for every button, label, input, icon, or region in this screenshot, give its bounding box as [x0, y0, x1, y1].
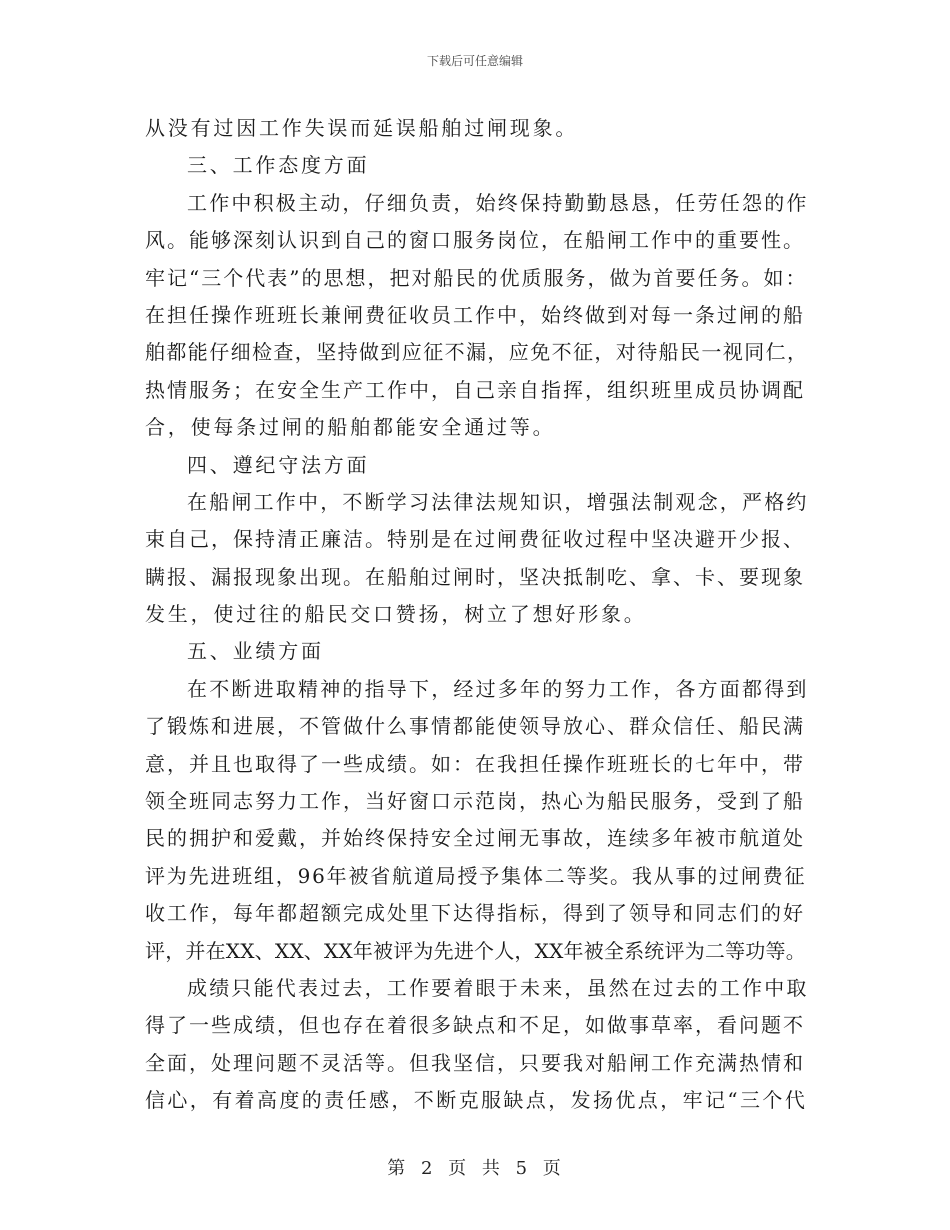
page-header: 下载后可任意编辑	[426, 54, 523, 68]
text-line: 评为先进班组，96年被省航道局授予集体二等奖。我从事的过闸费征	[145, 863, 807, 888]
text-line: 评，并在XX、XX、XX年被评为先进个人，XX年被全系统评为二等功等。	[145, 938, 806, 963]
text-line: 了锻炼和进展，不管做什么事情都能使领导放心、群众信任、船民满	[145, 714, 805, 739]
text-line: 在担任操作班班长兼闸费征收员工作中，始终做到对每一条过闸的船	[145, 302, 805, 327]
text-line: 束自己，保持清正廉洁。特别是在过闸费征收过程中坚决避开少报、	[145, 527, 805, 552]
text-line: 牢记“三个代表”的思想，把对船民的优质服务，做为首要任务。如：	[145, 265, 808, 290]
text-line: 在船闸工作中，不断学习法律法规知识，增强法制观念，严格约	[187, 489, 809, 514]
text-line: 民的拥护和爱戴，并始终保持安全过闸无事故，连续多年被市航道处	[145, 826, 805, 851]
document-body	[145, 110, 810, 1120]
text-line: 发生，使过往的船民交口赞扬，树立了想好形象。	[145, 602, 647, 627]
text-line: 意，并且也取得了一些成绩。如：在我担任操作班班长的七年中，带	[145, 751, 805, 776]
text-line: 三、工作态度方面	[187, 153, 370, 178]
text-line: 领全班同志努力工作，当好窗口示范岗，热心为船民服务，受到了船	[145, 789, 805, 814]
text-line: 工作中积极主动，仔细负责，始终保持勤勤恳恳，任劳任怨的作	[187, 190, 809, 215]
text-line: 五、业绩方面	[187, 639, 324, 664]
text-line: 收工作，每年都超额完成处里下达得指标，得到了领导和同志们的好	[145, 901, 805, 926]
text-line: 四、遵纪守法方面	[187, 452, 370, 477]
text-line: 合，使每条过闸的船舶都能安全通过等。	[145, 415, 556, 440]
text-line: 热情服务；在安全生产工作中，自己亲自指挥，组织班里成员协调配	[145, 377, 805, 402]
page-number-footer: 第 2 页 共 5 页	[387, 1158, 563, 1179]
text-line: 瞒报、漏报现象出现。在船舶过闸时，坚决抵制吃、拿、卡、要现象	[145, 564, 805, 589]
text-line: 舶都能仔细检查，坚持做到应征不漏，应免不征，对待船民一视同仁，	[145, 340, 809, 365]
text-line: 风。能够深刻认识到自己的窗口服务岗位，在船闸工作中的重要性。	[145, 228, 805, 253]
text-line: 得了一些成绩，但也存在着很多缺点和不足，如做事草率，看问题不	[145, 1013, 805, 1038]
text-line: 全面，处理问题不灵活等。但我坚信，只要我对船闸工作充满热情和	[145, 1050, 805, 1075]
text-line: 从没有过因工作失误而延误船舶过闸现象。	[145, 116, 579, 140]
text-line: 信心，有着高度的责任感，不断克服缺点，发扬优点，牢记“三个代	[145, 1088, 808, 1113]
text-line: 在不断进取精神的指导下，经过多年的努力工作，各方面都得到	[187, 676, 809, 701]
text-line: 成绩只能代表过去，工作要着眼于未来，虽然在过去的工作中取	[187, 975, 809, 1000]
